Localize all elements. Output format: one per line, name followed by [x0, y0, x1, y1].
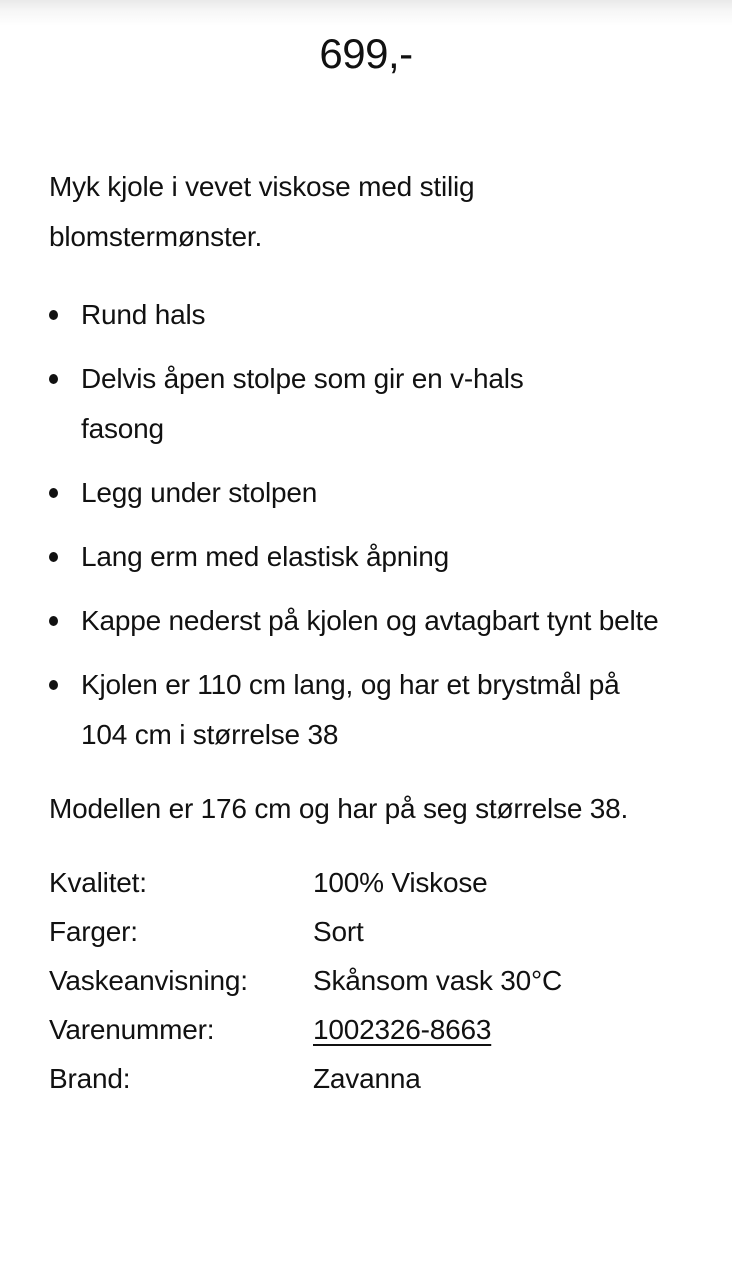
- spec-value-brand: Zavanna: [313, 1063, 421, 1094]
- feature-text: Legg under stolpen: [81, 477, 318, 508]
- feature-item: [49, 660, 659, 760]
- bullet-icon: [49, 616, 58, 626]
- feature-text: Rund hals: [81, 299, 206, 330]
- spec-label-care: Vaskeanvisning:: [49, 965, 248, 996]
- feature-text: Delvis åpen stolpe som gir en v-hals fasong: [81, 363, 524, 444]
- feature-item: [49, 596, 689, 646]
- spec-label-item-number: Varenummer:: [49, 1014, 215, 1045]
- feature-item: [49, 354, 609, 454]
- product-price: 699,-: [319, 30, 413, 77]
- spec-table: [49, 858, 689, 1103]
- spec-value-colors: Sort: [313, 916, 364, 947]
- feature-item: [49, 290, 689, 340]
- spec-label-brand: Brand:: [49, 1063, 131, 1094]
- model-size-note: Modellen er 176 cm og har på seg størrelse 38.: [49, 793, 629, 824]
- spec-value-item-number: [313, 1005, 689, 1054]
- spec-label-quality: Kvalitet:: [49, 867, 147, 898]
- feature-text: Kappe nederst på kjolen og avtagbart tynt belte: [81, 605, 659, 636]
- feature-text: Lang erm med elastisk åpning: [81, 541, 449, 572]
- spec-value-care: Skånsom vask 30°C: [313, 965, 563, 996]
- product-details: [49, 162, 689, 1103]
- bullet-icon: [49, 374, 58, 384]
- spec-value-quality: 100% Viskose: [313, 867, 488, 898]
- feature-list: [49, 290, 689, 760]
- feature-item: [49, 468, 689, 518]
- feature-text: Kjolen er 110 cm lang, og har et brystmål på 104 cm i størrelse 38: [81, 669, 620, 750]
- bullet-icon: [49, 310, 58, 320]
- bullet-icon: [49, 552, 58, 562]
- spec-label-colors: Farger:: [49, 916, 138, 947]
- bullet-icon: [49, 488, 58, 498]
- feature-item: [49, 532, 689, 582]
- item-number-link[interactable]: 1002326-8663: [313, 1014, 492, 1045]
- header-shadow: [0, 0, 732, 26]
- product-description: Myk kjole i vevet viskose med stilig blomstermønster.: [49, 171, 475, 252]
- bullet-icon: [49, 680, 58, 690]
